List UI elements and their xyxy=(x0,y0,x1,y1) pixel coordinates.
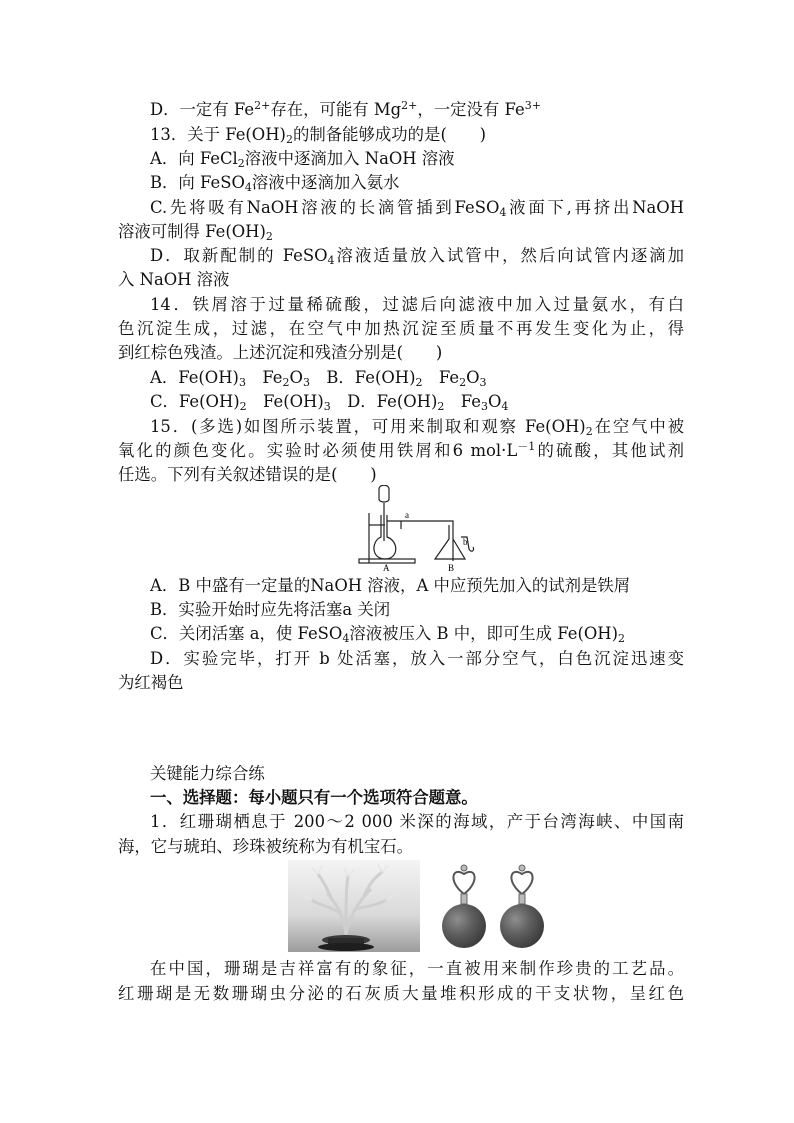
sub: 3 xyxy=(302,376,310,389)
text: 的硫酸，其他试剂 xyxy=(535,441,685,460)
text: 15．(多选)如图所示装置，可用来制取和观察 Fe(OH) xyxy=(150,417,586,436)
text: Fe(OH) xyxy=(246,392,324,411)
text: 13．关于 Fe(OH) xyxy=(150,125,286,144)
text: Fe xyxy=(422,368,460,387)
q15-stem-2 xyxy=(118,439,684,463)
text: C.先将吸有NaOH溶液的长滴管插到FeSO xyxy=(150,198,500,217)
q14-stem-2: 色沉淀生成，过滤，在空气中加热沉淀至质量不再发生变化为止，得 xyxy=(118,319,684,338)
text: 溶液可制得 Fe(OH) xyxy=(118,222,266,241)
q13-option-c xyxy=(150,196,684,220)
section-subtitle: 一、选择题：每小题只有一个选项符合题意。 xyxy=(150,788,478,807)
q15-stem-1 xyxy=(150,415,684,439)
sup: －1 xyxy=(517,440,536,453)
q13-stem xyxy=(150,123,684,147)
text: C．Fe(OH) xyxy=(150,392,240,411)
text: O xyxy=(289,368,303,387)
q1-stem-1: 1．红珊瑚栖息于 200～2 000 米深的海域，产于台湾海峡、中国南 xyxy=(150,812,684,831)
delivery-tube xyxy=(387,521,453,561)
sub: 2 xyxy=(239,400,247,413)
label-flask-a: A xyxy=(383,563,390,573)
q1-stem-4: 红珊瑚是无数珊瑚虫分泌的石灰质大量堆积形成的干支状物，呈红色 xyxy=(118,984,684,1003)
sub: 3 xyxy=(323,400,331,413)
sub: 4 xyxy=(244,181,252,194)
sub: 3 xyxy=(480,400,488,413)
q13-option-c-cont xyxy=(118,220,684,244)
q15-option-b: B．实验开始时应先将活塞a 关闭 xyxy=(150,600,391,619)
sub: 2 xyxy=(285,133,293,146)
q13-option-d xyxy=(150,244,684,268)
q15-option-d: D．实验完毕，打开 b 处活塞，放入一部分空气，白色沉淀迅速变 xyxy=(150,649,684,668)
flask-b xyxy=(435,525,465,559)
sub: 2 xyxy=(585,425,593,438)
text: B．向 FeSO xyxy=(150,173,245,192)
text: Fe xyxy=(245,368,283,387)
apparatus-diagram xyxy=(355,485,485,573)
text: B．Fe(OH) xyxy=(309,368,416,387)
sup: 2+ xyxy=(254,99,271,112)
text: ，一定没有 Fe xyxy=(417,100,525,119)
red-coral-earrings-photo xyxy=(436,860,554,954)
sub: 3 xyxy=(238,376,246,389)
sub: 4 xyxy=(342,632,350,645)
funnel xyxy=(379,485,389,502)
sub: 3 xyxy=(479,376,487,389)
sub: 2 xyxy=(437,400,445,413)
q14-options-ab xyxy=(150,366,684,390)
text: C．关闭活塞 a，使 FeSO xyxy=(150,624,343,643)
text: 液面下,再挤出NaOH xyxy=(506,198,684,217)
text: 存在，可能有 Mg xyxy=(270,100,402,119)
sub: 2 xyxy=(237,157,245,170)
label-flask-b: B xyxy=(448,563,455,573)
red-coral-photo xyxy=(288,860,420,952)
q15-option-d-cont: 为红褐色 xyxy=(118,673,184,692)
sub: 2 xyxy=(282,376,290,389)
text: A．Fe(OH) xyxy=(150,368,239,387)
text: 溶液被压入 B 中，即可生成 Fe(OH) xyxy=(349,624,618,643)
section-title: 关键能力综合练 xyxy=(150,764,265,783)
sub: 4 xyxy=(499,206,507,219)
text: 溶液中逐滴加入氨水 xyxy=(251,173,400,192)
q1-stem-2: 海，它与琥珀、珍珠被统称为有机宝石。 xyxy=(118,837,414,856)
q15-stem-3: 任选。下列有关叙述错误的是( ) xyxy=(118,465,377,484)
sub: 2 xyxy=(459,376,467,389)
q1-stem-3: 在中国，珊瑚是吉祥富有的象征，一直被用来制作珍贵的工艺品。 xyxy=(150,959,684,978)
text: D．取新配制的 FeSO xyxy=(150,246,328,265)
text: 溶液中逐滴加入 NaOH 溶液 xyxy=(244,149,455,168)
q14-options-cd xyxy=(150,390,684,414)
sub: 2 xyxy=(617,632,625,645)
label-b: b xyxy=(463,537,468,547)
q14-stem-1: 14．铁屑溶于过量稀硫酸，过滤后向滤液中加入过量氨水，有白 xyxy=(150,295,684,314)
q13-option-d-cont: 入 NaOH 溶液 xyxy=(118,270,230,289)
label-a: a xyxy=(405,510,409,520)
text: 溶液适量放入试管中，然后向试管内逐滴加 xyxy=(334,246,684,265)
text: Fe xyxy=(444,392,481,411)
text: A．向 FeCl xyxy=(150,149,238,168)
text: O xyxy=(466,368,480,387)
q12-option-d xyxy=(150,98,684,122)
q13-option-b xyxy=(150,171,684,195)
text: D．一定有 Fe xyxy=(150,100,255,119)
sup: 2+ xyxy=(401,99,418,112)
sup: 3+ xyxy=(524,99,541,112)
text: 氧化的颜色变化。实验时必须使用铁屑和6 mol·L xyxy=(118,441,518,460)
sub: 4 xyxy=(501,400,509,413)
q15-option-a: A．B 中盛有一定量的NaOH 溶液，A 中应预先加入的试剂是铁屑 xyxy=(150,576,631,595)
text: D．Fe(OH) xyxy=(330,392,438,411)
q14-stem-3: 到红棕色残渣。上述沉淀和残渣分别是( ) xyxy=(118,343,443,362)
sub: 2 xyxy=(415,376,423,389)
text: 在空气中被 xyxy=(592,417,684,436)
text: 的制备能够成功的是( ) xyxy=(292,125,487,144)
sub: 4 xyxy=(327,254,335,267)
text: O xyxy=(487,392,502,411)
sub: 2 xyxy=(265,230,273,243)
q15-option-c xyxy=(150,622,684,646)
q13-option-a xyxy=(150,147,684,171)
